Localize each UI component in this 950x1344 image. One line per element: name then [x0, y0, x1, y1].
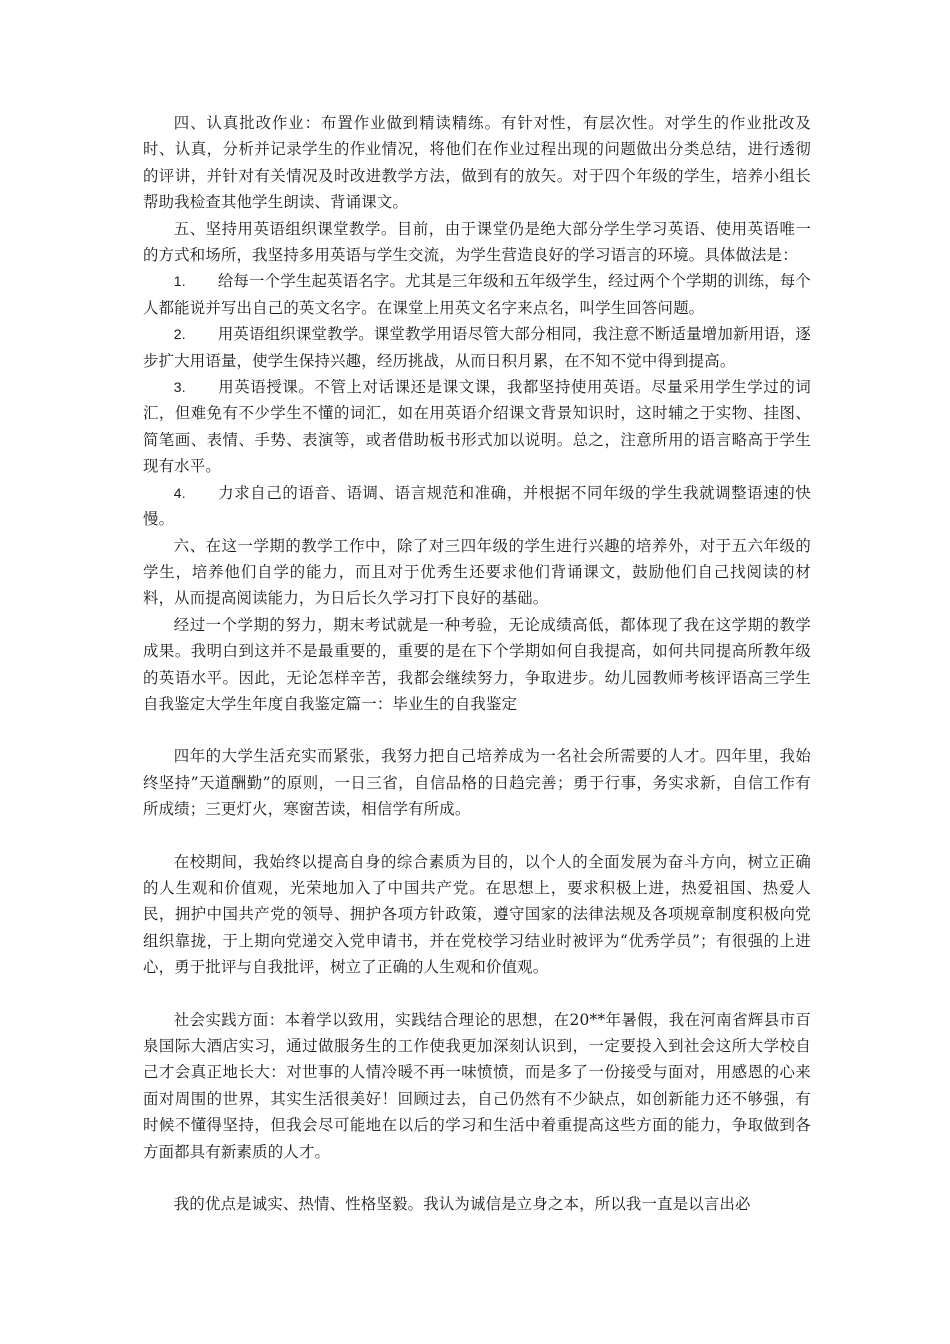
numbered-item-3 — [143, 374, 811, 480]
item-text: 用英语授课。不管上对话课还是课文课，我都坚持使用英语。尽量采用学生学过的词汇，但难免有不少学生不懂的词汇，如在用英语介绍课文背景知识时，这时辅之于实物、挂图、简笔画、表情、手势、表演等，或者借助板书形式加以说明。总之，注意所用的语言略高于学生现有水平。 — [143, 378, 811, 476]
paragraph-strengths: 我的优点是诚实、热情、性格坚毅。我认为诚信是立身之本，所以我一直是以言出必 — [173, 1195, 751, 1214]
item-number: 1. — [173, 273, 186, 290]
paragraph-self-study: 六、在这一学期的教学工作中，除了对三四年级的学生进行兴趣的培养外，对于五六年级的学生，培养他们自学的能力，而且对于优秀生还要求他们背诵课文，鼓励他们自己找阅读的材料，从而提高阅读能力，为日后长久学习打下良好的基础。 — [143, 536, 811, 608]
numbered-item-1 — [143, 268, 811, 321]
paragraph-semester-summary: 经过一个学期的努力，期末考试就是一种考验，无论成绩高低，都体现了我在这学期的教学成果。我明白到这并不是最重要的，重要的是在下个学期如何自我提高，如何共同提高所教年级的英语水平。因此，无论怎样辛苦，我都会继续努力，争取进步。幼儿园教师考核评语高三学生自我鉴定大学生年度自我鉴定篇一：毕业生的自我鉴定 — [143, 615, 811, 713]
item-text: 给每一个学生起英语名字。尤其是三年级和五年级学生，经过两个个学期的训练，每个人都能说并写出自己的英文名字。在课堂上用英文名字来点名，叫学生回答问题。 — [143, 272, 811, 317]
document-body — [143, 110, 811, 1217]
item-number: 2. — [173, 326, 186, 343]
paragraph-english-teaching: 五、坚持用英语组织课堂教学。目前，由于课堂仍是绝大部分学生学习英语、使用英语唯一的方式和场所，我坚持多用英语与学生交流，为学生营造良好的学习语言的环境。具体做法是： — [143, 219, 811, 265]
item-number: 3. — [173, 379, 186, 396]
paragraph-university-life: 四年的大学生活充实而紧张，我努力把自己培养成为一名社会所需要的人才。四年里，我始终坚持”天道酬勤”的原则，一日三省，自信品格的日趋完善；勇于行事，务实求新，自信工作有所成绩；三更灯火，寒窗苦读，相信学有所成。 — [143, 747, 811, 819]
numbered-item-2 — [143, 321, 811, 374]
paragraph-campus-period: 在校期间，我始终以提高自身的综合素质为目的，以个人的全面发展为奋斗方向，树立正确的人生观和价值观，光荣地加入了中国共产党。在思想上，要求积极上进，热爱祖国、热爱人民，拥护中国共产党的领导、拥护各项方针政策，遵守国家的法律法规及各项规章制度积极向党组织靠拢，于上期向党递交入党申请书，并在党校学习结业时被评为“优秀学员”；有很强的上进心，勇于批评与自我批评，树立了正确的人生观和价值观。 — [143, 852, 811, 977]
paragraph-homework: 四、认真批改作业：布置作业做到精读精练。有针对性，有层次性。对学生的作业批改及时、认真，分析并记录学生的作业情况，将他们在作业过程出现的问题做出分类总结，进行透彻的评讲，并针对有关情况及时改进教学方法，做到有的放矢。对于四个年级的学生，培养小组长帮助我检查其他学生朗读、背诵课文。 — [143, 114, 811, 212]
item-number: 4. — [173, 484, 186, 501]
numbered-item-4 — [143, 480, 811, 533]
item-text: 力求自己的语音、语调、语言规范和准确，并根据不同年级的学生我就调整语速的快慢。 — [143, 483, 811, 529]
paragraph-social-practice: 社会实践方面：本着学以致用，实践结合理论的思想，在20**年暑假，我在河南省辉县市百泉国际大酒店实习，通过做服务生的工作使我更加深刻认识到，一定要投入到社会这所大学校自己才会真正地长大：对世事的人情冷暖不再一味愤愤，而是多了一份接受与面对，用感恩的心来面对周围的世界，其实生活很美好！回顾过去，自己仍然有不少缺点，如创新能力还不够强，有时候不懂得坚持，但我会尽可能地在以后的学习和生活中着重提高这些方面的能力，争取做到各方面都具有新素质的人才。 — [143, 1010, 811, 1161]
item-text: 用英语组织课堂教学。课堂教学用语尽管大部分相同，我注意不断适量增加新用语，逐步扩大用语量，使学生保持兴趣，经历挑战，从而日积月累，在不知不觉中得到提高。 — [143, 325, 811, 370]
